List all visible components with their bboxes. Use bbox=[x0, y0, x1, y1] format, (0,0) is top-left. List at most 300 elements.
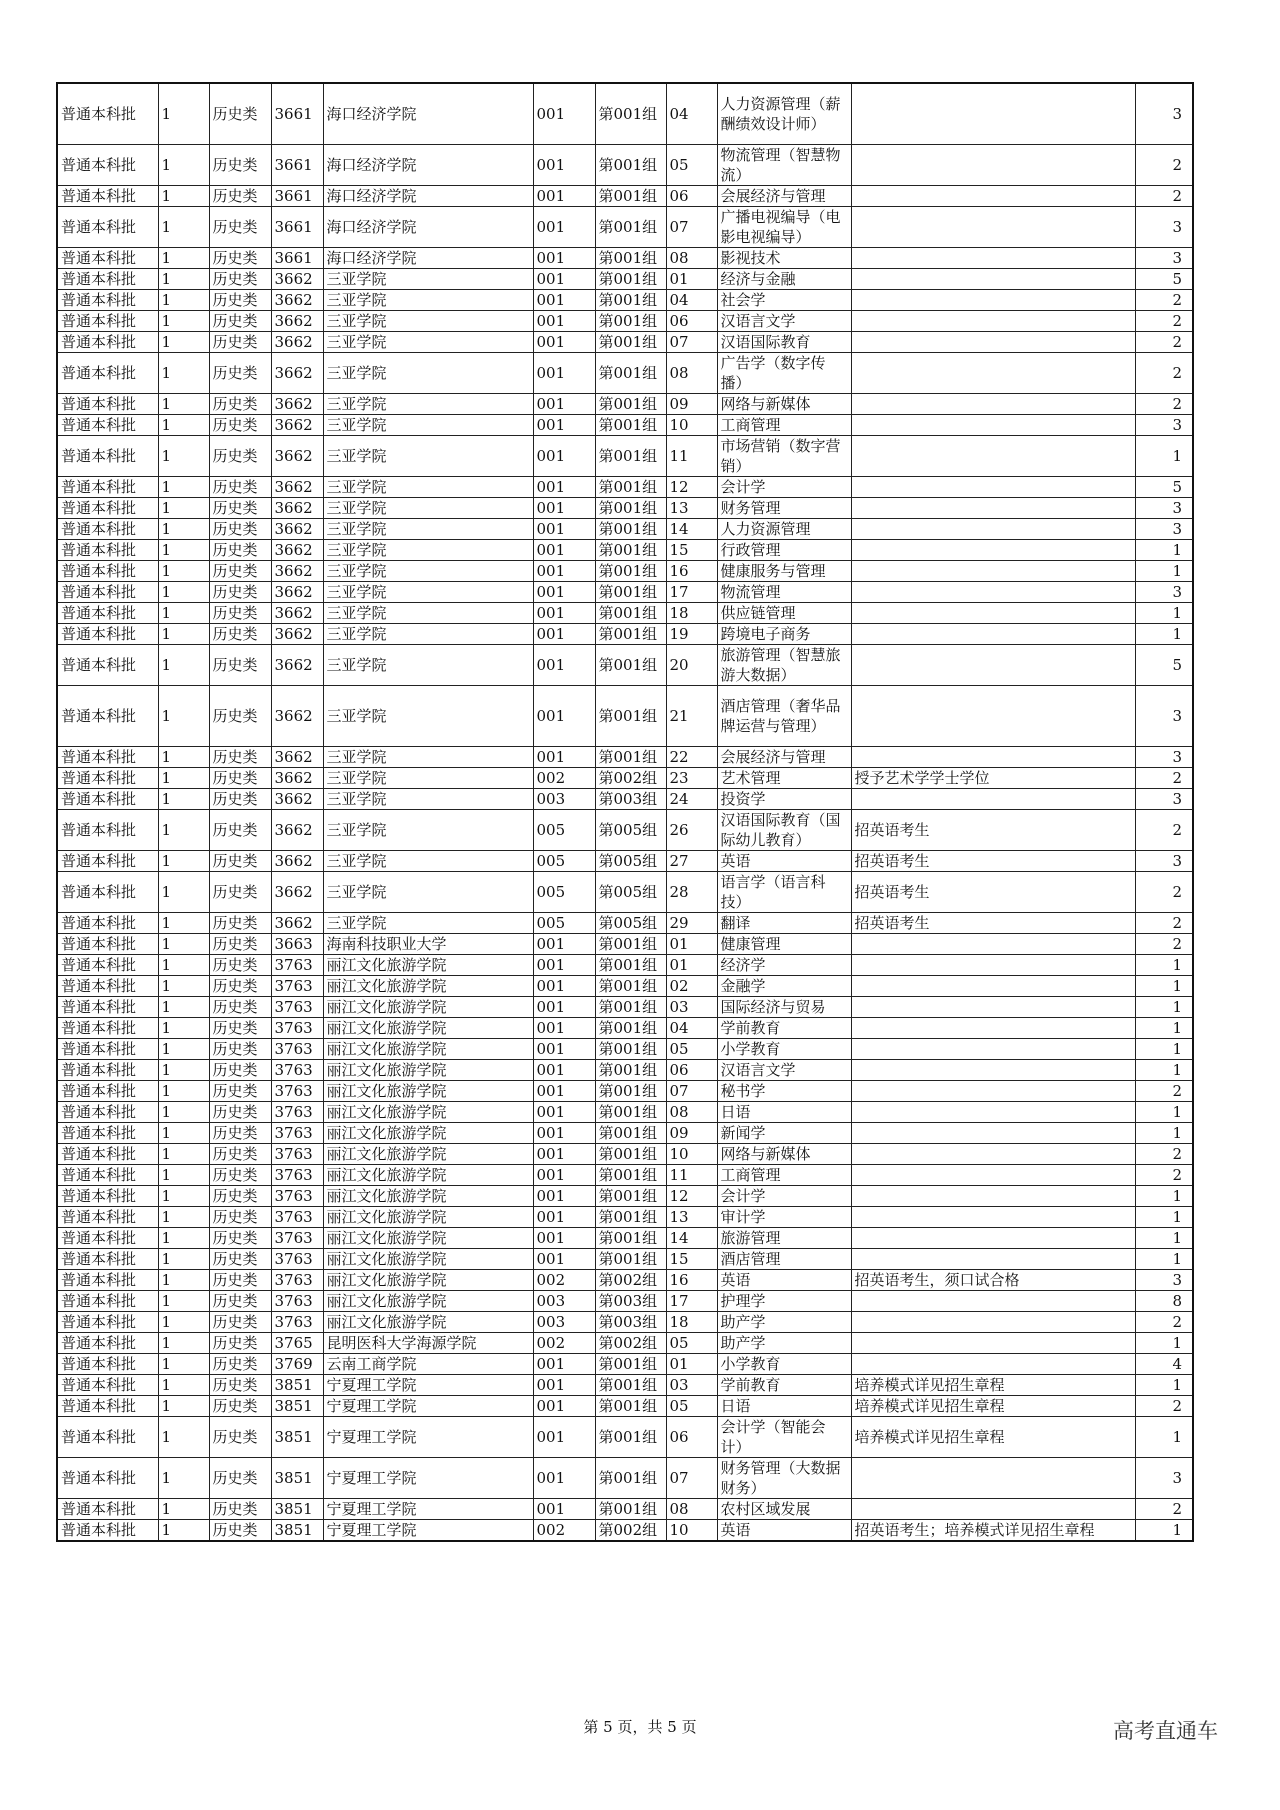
school-name-cell: 三亚学院 bbox=[323, 477, 533, 498]
major-name-cell: 会展经济与管理 bbox=[717, 186, 851, 207]
school-code-cell: 3662 bbox=[271, 645, 323, 686]
group-name-cell: 第001组 bbox=[595, 186, 666, 207]
group-code-cell: 001 bbox=[533, 394, 595, 415]
major-name-cell: 旅游管理 bbox=[717, 1228, 851, 1249]
remark-cell bbox=[851, 269, 1135, 290]
school-code-cell: 3662 bbox=[271, 768, 323, 789]
quota-cell: 1 bbox=[1135, 1060, 1193, 1081]
school-name-cell: 海口经济学院 bbox=[323, 248, 533, 269]
index-cell: 1 bbox=[158, 415, 209, 436]
batch-cell: 普通本科批 bbox=[57, 1228, 158, 1249]
major-name-cell: 审计学 bbox=[717, 1207, 851, 1228]
table-row bbox=[57, 624, 1193, 645]
category-cell: 历史类 bbox=[209, 1333, 271, 1354]
table-row bbox=[57, 1375, 1193, 1396]
table-row bbox=[57, 1060, 1193, 1081]
major-name-cell: 会计学（智能会计） bbox=[717, 1417, 851, 1458]
table-row bbox=[57, 1228, 1193, 1249]
school-code-cell: 3662 bbox=[271, 353, 323, 394]
quota-cell: 2 bbox=[1135, 1396, 1193, 1417]
group-code-cell: 001 bbox=[533, 1499, 595, 1520]
batch-cell: 普通本科批 bbox=[57, 207, 158, 248]
group-name-cell: 第001组 bbox=[595, 1081, 666, 1102]
batch-cell: 普通本科批 bbox=[57, 582, 158, 603]
group-name-cell: 第001组 bbox=[595, 1060, 666, 1081]
group-name-cell: 第001组 bbox=[595, 747, 666, 768]
remark-cell: 招英语考生 bbox=[851, 851, 1135, 872]
batch-cell: 普通本科批 bbox=[57, 1249, 158, 1270]
batch-cell: 普通本科批 bbox=[57, 768, 158, 789]
major-code-cell: 17 bbox=[666, 582, 717, 603]
group-code-cell: 001 bbox=[533, 561, 595, 582]
school-code-cell: 3851 bbox=[271, 1458, 323, 1499]
quota-cell: 1 bbox=[1135, 1417, 1193, 1458]
table-row bbox=[57, 1018, 1193, 1039]
index-cell: 1 bbox=[158, 1520, 209, 1542]
school-name-cell: 三亚学院 bbox=[323, 645, 533, 686]
school-code-cell: 3763 bbox=[271, 955, 323, 976]
major-code-cell: 29 bbox=[666, 913, 717, 934]
group-name-cell: 第001组 bbox=[595, 1186, 666, 1207]
school-name-cell: 海南科技职业大学 bbox=[323, 934, 533, 955]
quota-cell: 2 bbox=[1135, 810, 1193, 851]
group-name-cell: 第002组 bbox=[595, 1520, 666, 1542]
batch-cell: 普通本科批 bbox=[57, 603, 158, 624]
school-code-cell: 3662 bbox=[271, 789, 323, 810]
school-code-cell: 3851 bbox=[271, 1396, 323, 1417]
category-cell: 历史类 bbox=[209, 290, 271, 311]
batch-cell: 普通本科批 bbox=[57, 1396, 158, 1417]
table-row bbox=[57, 747, 1193, 768]
index-cell: 1 bbox=[158, 1207, 209, 1228]
category-cell: 历史类 bbox=[209, 913, 271, 934]
index-cell: 1 bbox=[158, 768, 209, 789]
school-name-cell: 三亚学院 bbox=[323, 269, 533, 290]
school-code-cell: 3763 bbox=[271, 1291, 323, 1312]
remark-cell: 培养模式详见招生章程 bbox=[851, 1417, 1135, 1458]
major-name-cell: 学前教育 bbox=[717, 1018, 851, 1039]
school-name-cell: 昆明医科大学海源学院 bbox=[323, 1333, 533, 1354]
table-row bbox=[57, 955, 1193, 976]
group-code-cell: 001 bbox=[533, 1458, 595, 1499]
remark-cell bbox=[851, 145, 1135, 186]
quota-cell: 2 bbox=[1135, 1499, 1193, 1520]
index-cell: 1 bbox=[158, 353, 209, 394]
batch-cell: 普通本科批 bbox=[57, 83, 158, 145]
category-cell: 历史类 bbox=[209, 1354, 271, 1375]
quota-cell: 1 bbox=[1135, 997, 1193, 1018]
batch-cell: 普通本科批 bbox=[57, 415, 158, 436]
index-cell: 1 bbox=[158, 1165, 209, 1186]
remark-cell: 培养模式详见招生章程 bbox=[851, 1396, 1135, 1417]
school-name-cell: 宁夏理工学院 bbox=[323, 1458, 533, 1499]
major-code-cell: 17 bbox=[666, 1291, 717, 1312]
major-code-cell: 15 bbox=[666, 540, 717, 561]
major-code-cell: 12 bbox=[666, 477, 717, 498]
index-cell: 1 bbox=[158, 1417, 209, 1458]
batch-cell: 普通本科批 bbox=[57, 1039, 158, 1060]
quota-cell: 2 bbox=[1135, 934, 1193, 955]
remark-cell bbox=[851, 1165, 1135, 1186]
index-cell: 1 bbox=[158, 1144, 209, 1165]
remark-cell bbox=[851, 1060, 1135, 1081]
school-name-cell: 三亚学院 bbox=[323, 872, 533, 913]
school-name-cell: 宁夏理工学院 bbox=[323, 1396, 533, 1417]
major-code-cell: 06 bbox=[666, 1060, 717, 1081]
school-code-cell: 3851 bbox=[271, 1499, 323, 1520]
school-code-cell: 3763 bbox=[271, 1081, 323, 1102]
index-cell: 1 bbox=[158, 269, 209, 290]
school-name-cell: 三亚学院 bbox=[323, 353, 533, 394]
group-code-cell: 001 bbox=[533, 540, 595, 561]
table-row bbox=[57, 1458, 1193, 1499]
major-name-cell: 英语 bbox=[717, 851, 851, 872]
index-cell: 1 bbox=[158, 1458, 209, 1499]
category-cell: 历史类 bbox=[209, 83, 271, 145]
major-name-cell: 财务管理（大数据财务） bbox=[717, 1458, 851, 1499]
batch-cell: 普通本科批 bbox=[57, 1520, 158, 1542]
major-name-cell: 新闻学 bbox=[717, 1123, 851, 1144]
index-cell: 1 bbox=[158, 686, 209, 747]
group-name-cell: 第001组 bbox=[595, 1102, 666, 1123]
group-code-cell: 005 bbox=[533, 810, 595, 851]
school-name-cell: 丽江文化旅游学院 bbox=[323, 1186, 533, 1207]
school-code-cell: 3763 bbox=[271, 1270, 323, 1291]
school-name-cell: 丽江文化旅游学院 bbox=[323, 1081, 533, 1102]
table-row bbox=[57, 789, 1193, 810]
batch-cell: 普通本科批 bbox=[57, 519, 158, 540]
index-cell: 1 bbox=[158, 1354, 209, 1375]
table-row bbox=[57, 436, 1193, 477]
group-name-cell: 第001组 bbox=[595, 1228, 666, 1249]
major-code-cell: 06 bbox=[666, 1417, 717, 1458]
school-code-cell: 3763 bbox=[271, 1249, 323, 1270]
school-code-cell: 3662 bbox=[271, 332, 323, 353]
category-cell: 历史类 bbox=[209, 955, 271, 976]
major-name-cell: 汉语言文学 bbox=[717, 1060, 851, 1081]
school-code-cell: 3661 bbox=[271, 145, 323, 186]
quota-cell: 1 bbox=[1135, 540, 1193, 561]
school-name-cell: 三亚学院 bbox=[323, 810, 533, 851]
category-cell: 历史类 bbox=[209, 872, 271, 913]
remark-cell bbox=[851, 1018, 1135, 1039]
quota-cell: 1 bbox=[1135, 603, 1193, 624]
major-code-cell: 01 bbox=[666, 934, 717, 955]
quota-cell: 2 bbox=[1135, 1165, 1193, 1186]
school-code-cell: 3662 bbox=[271, 747, 323, 768]
batch-cell: 普通本科批 bbox=[57, 976, 158, 997]
table-row bbox=[57, 186, 1193, 207]
index-cell: 1 bbox=[158, 810, 209, 851]
batch-cell: 普通本科批 bbox=[57, 1375, 158, 1396]
index-cell: 1 bbox=[158, 1312, 209, 1333]
table-row bbox=[57, 540, 1193, 561]
table-row bbox=[57, 1207, 1193, 1228]
major-code-cell: 08 bbox=[666, 1102, 717, 1123]
remark-cell bbox=[851, 1291, 1135, 1312]
school-name-cell: 丽江文化旅游学院 bbox=[323, 1039, 533, 1060]
group-code-cell: 001 bbox=[533, 1249, 595, 1270]
major-code-cell: 01 bbox=[666, 1354, 717, 1375]
remark-cell: 招英语考生，须口试合格 bbox=[851, 1270, 1135, 1291]
major-name-cell: 助产学 bbox=[717, 1312, 851, 1333]
quota-cell: 2 bbox=[1135, 290, 1193, 311]
batch-cell: 普通本科批 bbox=[57, 186, 158, 207]
major-name-cell: 汉语国际教育（国际幼儿教育） bbox=[717, 810, 851, 851]
quota-cell: 3 bbox=[1135, 747, 1193, 768]
remark-cell bbox=[851, 624, 1135, 645]
remark-cell bbox=[851, 353, 1135, 394]
batch-cell: 普通本科批 bbox=[57, 1270, 158, 1291]
index-cell: 1 bbox=[158, 997, 209, 1018]
batch-cell: 普通本科批 bbox=[57, 686, 158, 747]
table-row bbox=[57, 1312, 1193, 1333]
remark-cell bbox=[851, 1333, 1135, 1354]
quota-cell: 1 bbox=[1135, 561, 1193, 582]
school-code-cell: 3662 bbox=[271, 851, 323, 872]
major-name-cell: 国际经济与贸易 bbox=[717, 997, 851, 1018]
major-name-cell: 小学教育 bbox=[717, 1354, 851, 1375]
major-code-cell: 11 bbox=[666, 1165, 717, 1186]
group-name-cell: 第001组 bbox=[595, 934, 666, 955]
category-cell: 历史类 bbox=[209, 747, 271, 768]
school-code-cell: 3662 bbox=[271, 415, 323, 436]
quota-cell: 3 bbox=[1135, 207, 1193, 248]
batch-cell: 普通本科批 bbox=[57, 810, 158, 851]
quota-cell: 3 bbox=[1135, 248, 1193, 269]
batch-cell: 普通本科批 bbox=[57, 1102, 158, 1123]
school-code-cell: 3763 bbox=[271, 1039, 323, 1060]
major-name-cell: 物流管理（智慧物流） bbox=[717, 145, 851, 186]
batch-cell: 普通本科批 bbox=[57, 1291, 158, 1312]
major-name-cell: 健康管理 bbox=[717, 934, 851, 955]
group-code-cell: 005 bbox=[533, 913, 595, 934]
quota-cell: 2 bbox=[1135, 768, 1193, 789]
category-cell: 历史类 bbox=[209, 789, 271, 810]
category-cell: 历史类 bbox=[209, 1270, 271, 1291]
group-code-cell: 003 bbox=[533, 789, 595, 810]
index-cell: 1 bbox=[158, 477, 209, 498]
table-row bbox=[57, 1081, 1193, 1102]
major-name-cell: 英语 bbox=[717, 1270, 851, 1291]
table-row bbox=[57, 83, 1193, 145]
school-code-cell: 3851 bbox=[271, 1375, 323, 1396]
school-code-cell: 3763 bbox=[271, 1102, 323, 1123]
table-row bbox=[57, 561, 1193, 582]
group-code-cell: 001 bbox=[533, 436, 595, 477]
quota-cell: 2 bbox=[1135, 872, 1193, 913]
major-code-cell: 01 bbox=[666, 269, 717, 290]
category-cell: 历史类 bbox=[209, 269, 271, 290]
quota-cell: 1 bbox=[1135, 624, 1193, 645]
remark-cell bbox=[851, 1123, 1135, 1144]
major-name-cell: 酒店管理（奢华品牌运营与管理） bbox=[717, 686, 851, 747]
major-name-cell: 农村区域发展 bbox=[717, 1499, 851, 1520]
school-name-cell: 三亚学院 bbox=[323, 561, 533, 582]
school-code-cell: 3662 bbox=[271, 498, 323, 519]
school-code-cell: 3662 bbox=[271, 519, 323, 540]
major-name-cell: 供应链管理 bbox=[717, 603, 851, 624]
index-cell: 1 bbox=[158, 1186, 209, 1207]
school-name-cell: 三亚学院 bbox=[323, 913, 533, 934]
remark-cell bbox=[851, 1312, 1135, 1333]
remark-cell bbox=[851, 477, 1135, 498]
category-cell: 历史类 bbox=[209, 1144, 271, 1165]
major-name-cell: 翻译 bbox=[717, 913, 851, 934]
major-name-cell: 英语 bbox=[717, 1520, 851, 1542]
batch-cell: 普通本科批 bbox=[57, 645, 158, 686]
category-cell: 历史类 bbox=[209, 603, 271, 624]
group-code-cell: 001 bbox=[533, 1018, 595, 1039]
school-name-cell: 宁夏理工学院 bbox=[323, 1375, 533, 1396]
group-name-cell: 第001组 bbox=[595, 645, 666, 686]
school-name-cell: 丽江文化旅游学院 bbox=[323, 1312, 533, 1333]
group-code-cell: 001 bbox=[533, 747, 595, 768]
batch-cell: 普通本科批 bbox=[57, 1354, 158, 1375]
group-code-cell: 001 bbox=[533, 1060, 595, 1081]
major-name-cell: 社会学 bbox=[717, 290, 851, 311]
school-code-cell: 3661 bbox=[271, 248, 323, 269]
batch-cell: 普通本科批 bbox=[57, 311, 158, 332]
remark-cell bbox=[851, 1207, 1135, 1228]
index-cell: 1 bbox=[158, 145, 209, 186]
quota-cell: 3 bbox=[1135, 415, 1193, 436]
group-code-cell: 001 bbox=[533, 1039, 595, 1060]
major-name-cell: 学前教育 bbox=[717, 1375, 851, 1396]
school-code-cell: 3662 bbox=[271, 686, 323, 747]
quota-cell: 4 bbox=[1135, 1354, 1193, 1375]
school-name-cell: 云南工商学院 bbox=[323, 1354, 533, 1375]
index-cell: 1 bbox=[158, 934, 209, 955]
remark-cell: 培养模式详见招生章程 bbox=[851, 1375, 1135, 1396]
batch-cell: 普通本科批 bbox=[57, 624, 158, 645]
table-row bbox=[57, 1123, 1193, 1144]
batch-cell: 普通本科批 bbox=[57, 1417, 158, 1458]
group-code-cell: 001 bbox=[533, 498, 595, 519]
batch-cell: 普通本科批 bbox=[57, 498, 158, 519]
table-row bbox=[57, 1354, 1193, 1375]
group-name-cell: 第001组 bbox=[595, 1458, 666, 1499]
batch-cell: 普通本科批 bbox=[57, 1186, 158, 1207]
group-code-cell: 001 bbox=[533, 1396, 595, 1417]
remark-cell bbox=[851, 1458, 1135, 1499]
table-row bbox=[57, 1396, 1193, 1417]
category-cell: 历史类 bbox=[209, 394, 271, 415]
school-code-cell: 3851 bbox=[271, 1417, 323, 1458]
major-name-cell: 会展经济与管理 bbox=[717, 747, 851, 768]
major-name-cell: 秘书学 bbox=[717, 1081, 851, 1102]
school-name-cell: 丽江文化旅游学院 bbox=[323, 1144, 533, 1165]
group-name-cell: 第001组 bbox=[595, 1417, 666, 1458]
school-name-cell: 丽江文化旅游学院 bbox=[323, 1018, 533, 1039]
group-code-cell: 001 bbox=[533, 353, 595, 394]
category-cell: 历史类 bbox=[209, 1186, 271, 1207]
group-code-cell: 001 bbox=[533, 624, 595, 645]
quota-cell: 1 bbox=[1135, 1520, 1193, 1542]
remark-cell bbox=[851, 1354, 1135, 1375]
category-cell: 历史类 bbox=[209, 332, 271, 353]
group-code-cell: 001 bbox=[533, 1186, 595, 1207]
category-cell: 历史类 bbox=[209, 1375, 271, 1396]
school-name-cell: 三亚学院 bbox=[323, 624, 533, 645]
batch-cell: 普通本科批 bbox=[57, 1165, 158, 1186]
group-name-cell: 第001组 bbox=[595, 1375, 666, 1396]
index-cell: 1 bbox=[158, 913, 209, 934]
school-code-cell: 3662 bbox=[271, 540, 323, 561]
school-name-cell: 海口经济学院 bbox=[323, 186, 533, 207]
index-cell: 1 bbox=[158, 789, 209, 810]
category-cell: 历史类 bbox=[209, 645, 271, 686]
batch-cell: 普通本科批 bbox=[57, 1123, 158, 1144]
batch-cell: 普通本科批 bbox=[57, 934, 158, 955]
index-cell: 1 bbox=[158, 747, 209, 768]
category-cell: 历史类 bbox=[209, 1081, 271, 1102]
table-row bbox=[57, 1102, 1193, 1123]
batch-cell: 普通本科批 bbox=[57, 332, 158, 353]
quota-cell: 2 bbox=[1135, 311, 1193, 332]
major-code-cell: 02 bbox=[666, 976, 717, 997]
index-cell: 1 bbox=[158, 207, 209, 248]
remark-cell bbox=[851, 311, 1135, 332]
group-code-cell: 001 bbox=[533, 1144, 595, 1165]
major-code-cell: 05 bbox=[666, 1396, 717, 1417]
school-name-cell: 丽江文化旅游学院 bbox=[323, 955, 533, 976]
category-cell: 历史类 bbox=[209, 207, 271, 248]
table-row bbox=[57, 394, 1193, 415]
group-name-cell: 第001组 bbox=[595, 311, 666, 332]
group-code-cell: 001 bbox=[533, 145, 595, 186]
group-name-cell: 第001组 bbox=[595, 997, 666, 1018]
major-code-cell: 03 bbox=[666, 997, 717, 1018]
school-code-cell: 3763 bbox=[271, 997, 323, 1018]
major-code-cell: 19 bbox=[666, 624, 717, 645]
index-cell: 1 bbox=[158, 394, 209, 415]
group-code-cell: 001 bbox=[533, 603, 595, 624]
major-code-cell: 08 bbox=[666, 1499, 717, 1520]
major-name-cell: 旅游管理（智慧旅游大数据） bbox=[717, 645, 851, 686]
category-cell: 历史类 bbox=[209, 810, 271, 851]
group-code-cell: 002 bbox=[533, 1333, 595, 1354]
school-code-cell: 3662 bbox=[271, 561, 323, 582]
remark-cell bbox=[851, 976, 1135, 997]
table-row bbox=[57, 913, 1193, 934]
school-code-cell: 3661 bbox=[271, 186, 323, 207]
quota-cell: 2 bbox=[1135, 353, 1193, 394]
category-cell: 历史类 bbox=[209, 686, 271, 747]
major-code-cell: 18 bbox=[666, 603, 717, 624]
major-code-cell: 14 bbox=[666, 1228, 717, 1249]
group-code-cell: 001 bbox=[533, 248, 595, 269]
major-code-cell: 05 bbox=[666, 145, 717, 186]
school-code-cell: 3769 bbox=[271, 1354, 323, 1375]
admission-plan-table bbox=[56, 82, 1194, 1542]
major-name-cell: 语言学（语言科技） bbox=[717, 872, 851, 913]
school-name-cell: 三亚学院 bbox=[323, 311, 533, 332]
category-cell: 历史类 bbox=[209, 934, 271, 955]
index-cell: 1 bbox=[158, 1123, 209, 1144]
group-code-cell: 001 bbox=[533, 955, 595, 976]
group-name-cell: 第001组 bbox=[595, 269, 666, 290]
major-code-cell: 04 bbox=[666, 83, 717, 145]
group-name-cell: 第005组 bbox=[595, 872, 666, 913]
remark-cell bbox=[851, 332, 1135, 353]
table-row bbox=[57, 582, 1193, 603]
school-name-cell: 三亚学院 bbox=[323, 540, 533, 561]
major-name-cell: 艺术管理 bbox=[717, 768, 851, 789]
remark-cell: 招英语考生 bbox=[851, 913, 1135, 934]
school-code-cell: 3662 bbox=[271, 269, 323, 290]
index-cell: 1 bbox=[158, 624, 209, 645]
